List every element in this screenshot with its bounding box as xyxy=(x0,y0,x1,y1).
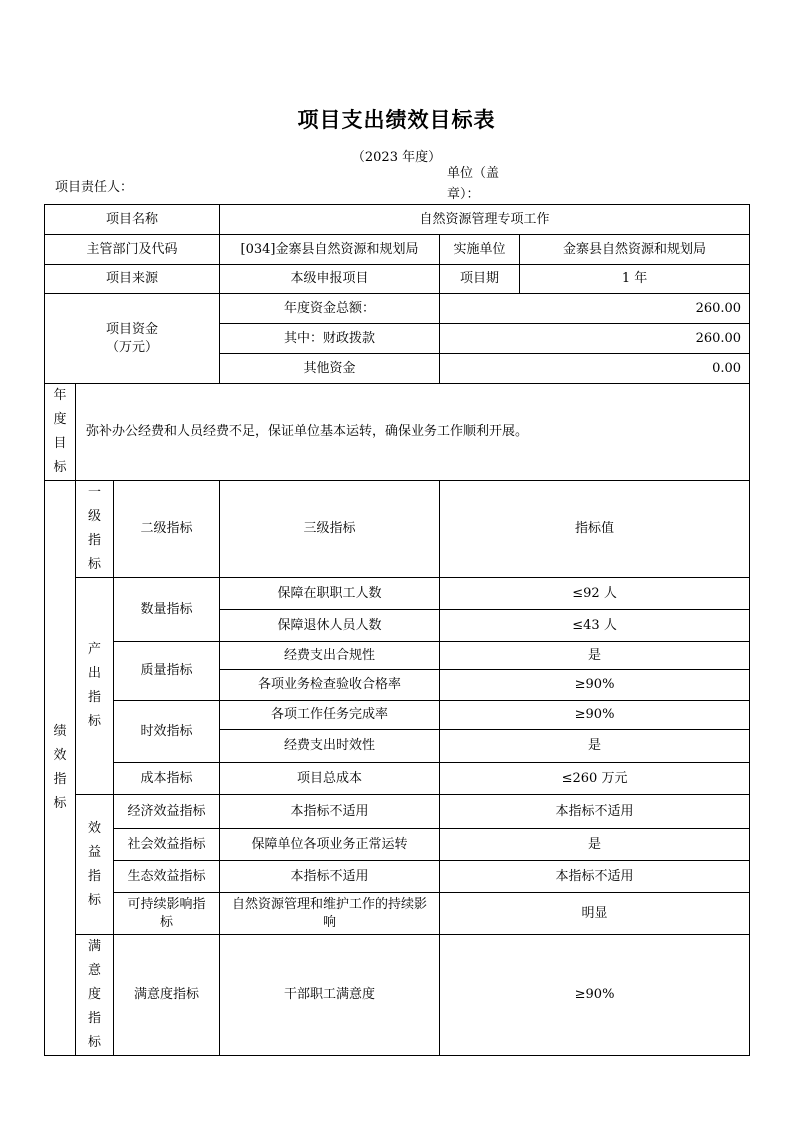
value-cell: ≥90% xyxy=(440,935,750,1056)
output-char: 指 xyxy=(87,690,101,705)
output-char: 出 xyxy=(87,666,101,681)
project-period-value: 1 年 xyxy=(520,265,750,294)
cost-indicator: 成本指标 xyxy=(114,763,220,795)
indicator-row xyxy=(45,829,750,861)
output-indicator-label xyxy=(76,578,114,795)
fiscal-funds-value: 260.00 xyxy=(440,324,750,354)
project-name-value: 自然资源管理专项工作 xyxy=(220,205,750,235)
source-row xyxy=(45,265,750,294)
level3-cell: 项目总成本 xyxy=(220,763,440,795)
quality-indicator: 质量指标 xyxy=(114,642,220,701)
indicator-row xyxy=(45,893,750,935)
value-cell: ≤260 万元 xyxy=(440,763,750,795)
implementing-unit-label: 实施单位 xyxy=(440,235,520,265)
benefit-char: 效 xyxy=(87,820,101,836)
satisfaction-char: 指 xyxy=(87,1011,101,1026)
project-source-label: 项目来源 xyxy=(45,265,220,294)
satisfaction-char: 满 xyxy=(87,939,101,954)
project-name-row xyxy=(45,205,750,235)
level3-line1: 自然资源管理和维护工作的持续影 xyxy=(232,896,428,912)
level3-cell: 保障在职职工人数 xyxy=(220,578,440,610)
indicator-row xyxy=(45,642,750,670)
quantity-indicator: 数量指标 xyxy=(114,578,220,642)
perf-char: 绩 xyxy=(53,724,67,739)
level1-header xyxy=(76,481,114,578)
performance-table xyxy=(44,204,750,1056)
perf-char: 指 xyxy=(53,772,67,787)
year-label: （2023 年度） xyxy=(351,150,442,165)
level3-cell: 干部职工满意度 xyxy=(220,935,440,1056)
value-header: 指标值 xyxy=(440,481,750,578)
level2-header: 二级指标 xyxy=(114,481,220,578)
output-char: 标 xyxy=(87,714,101,729)
level3-cell: 本指标不适用 xyxy=(220,795,440,829)
indicator-row xyxy=(45,763,750,795)
sustainable-line1: 可持续影响指 xyxy=(127,896,206,912)
annual-goal-label xyxy=(45,384,76,481)
sustainable-line2: 标 xyxy=(160,914,174,930)
page-title: 项目支出绩效目标表 xyxy=(297,108,496,132)
project-name-label: 项目名称 xyxy=(45,205,220,235)
level1-char: 指 xyxy=(87,533,101,548)
department-row xyxy=(45,235,750,265)
level3-cell: 各项工作任务完成率 xyxy=(220,701,440,730)
performance-indicator-label xyxy=(45,481,76,1056)
level1-char: 标 xyxy=(87,557,101,572)
value-cell: 明显 xyxy=(440,893,750,935)
responsible-person-label: 项目责任人： xyxy=(55,180,134,195)
level3-cell: 经费支出合规性 xyxy=(220,642,440,670)
level3-line2: 响 xyxy=(323,914,337,930)
value-cell: 是 xyxy=(440,829,750,861)
value-cell: ≥90% xyxy=(440,670,750,701)
level3-cell: 保障退休人员人数 xyxy=(220,610,440,642)
unit-seal-line2: 章）： xyxy=(447,187,480,202)
level3-cell: 保障单位各项业务正常运转 xyxy=(220,829,440,861)
benefit-char: 指 xyxy=(87,868,101,884)
satisfaction-indicator-label xyxy=(76,935,114,1056)
implementing-unit-value: 金寨县自然资源和规划局 xyxy=(520,235,750,265)
annual-goal-row xyxy=(45,384,750,481)
level3-cell xyxy=(220,893,440,935)
goal-label-char: 目 xyxy=(53,436,67,451)
level1-char: 级 xyxy=(87,509,101,524)
timeliness-indicator: 时效指标 xyxy=(114,701,220,763)
project-funds-label xyxy=(45,294,220,384)
economic-benefit-indicator: 经济效益指标 xyxy=(114,795,220,829)
benefit-indicator-label xyxy=(76,795,114,935)
value-cell: ≤92 人 xyxy=(440,578,750,610)
goal-label-char: 度 xyxy=(53,412,67,427)
value-cell: 本指标不适用 xyxy=(440,795,750,829)
level3-cell: 经费支出时效性 xyxy=(220,730,440,763)
level1-char: 一 xyxy=(87,485,101,500)
annual-total-label: 年度资金总额： xyxy=(220,294,440,324)
department-value: [034]金寨县自然资源和规划局 xyxy=(220,235,440,265)
perf-char: 效 xyxy=(53,748,67,763)
benefit-char: 益 xyxy=(87,844,101,860)
unit-seal-label xyxy=(447,163,527,205)
department-label: 主管部门及代码 xyxy=(45,235,220,265)
indicator-row xyxy=(45,578,750,610)
indicator-row xyxy=(45,795,750,829)
project-funds-label-line1: 项目资金 xyxy=(106,321,159,337)
value-cell: 是 xyxy=(440,730,750,763)
indicator-header-row xyxy=(45,481,750,578)
value-cell: 是 xyxy=(440,642,750,670)
goal-label-char: 标 xyxy=(53,460,67,475)
indicator-row xyxy=(45,935,750,1056)
value-cell: 本指标不适用 xyxy=(440,861,750,893)
sustainable-impact-indicator xyxy=(114,893,220,935)
value-cell: ≤43 人 xyxy=(440,610,750,642)
satisfaction-indicator: 满意度指标 xyxy=(114,935,220,1056)
funds-total-row xyxy=(45,294,750,324)
satisfaction-char: 标 xyxy=(87,1035,101,1050)
other-funds-label: 其他资金 xyxy=(220,354,440,384)
ecological-benefit-indicator: 生态效益指标 xyxy=(114,861,220,893)
satisfaction-char: 度 xyxy=(87,987,101,1002)
indicator-row xyxy=(45,861,750,893)
value-cell: ≥90% xyxy=(440,701,750,730)
satisfaction-char: 意 xyxy=(87,963,101,978)
annual-goal-text: 弥补办公经费和人员经费不足，保证单位基本运转，确保业务工作顺利开展。 xyxy=(76,384,750,481)
level3-cell: 本指标不适用 xyxy=(220,861,440,893)
benefit-char: 标 xyxy=(87,892,101,908)
project-source-value: 本级申报项目 xyxy=(220,265,440,294)
annual-total-value: 260.00 xyxy=(440,294,750,324)
level3-cell: 各项业务检查验收合格率 xyxy=(220,670,440,701)
level3-header: 三级指标 xyxy=(220,481,440,578)
unit-seal-line1: 单位（盖 xyxy=(447,166,500,181)
fiscal-funds-label: 其中：财政拨款 xyxy=(220,324,440,354)
project-period-label: 项目期 xyxy=(440,265,520,294)
output-char: 产 xyxy=(87,642,101,657)
project-funds-label-line2: （万元） xyxy=(106,339,159,355)
other-funds-value: 0.00 xyxy=(440,354,750,384)
perf-char: 标 xyxy=(53,796,67,811)
indicator-row xyxy=(45,701,750,730)
goal-label-char: 年 xyxy=(53,388,67,403)
social-benefit-indicator: 社会效益指标 xyxy=(114,829,220,861)
